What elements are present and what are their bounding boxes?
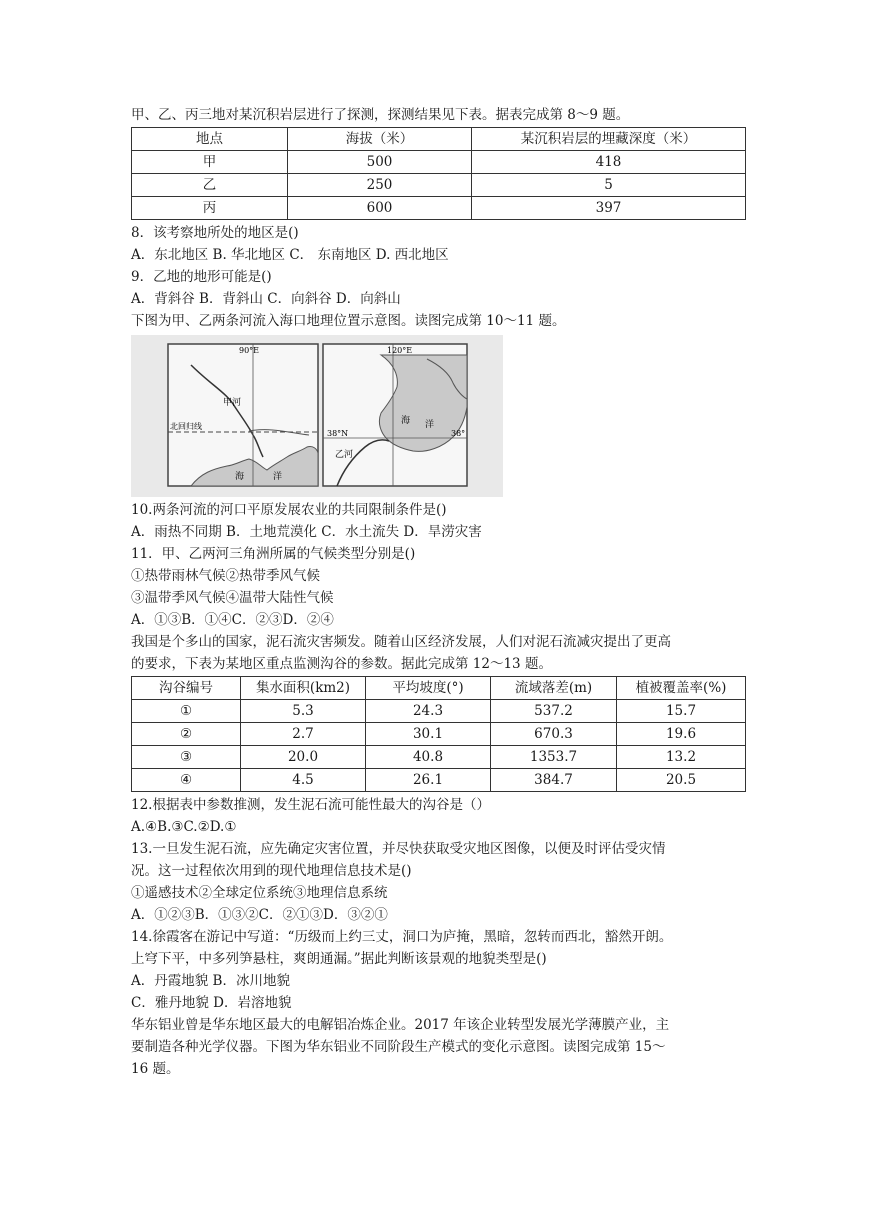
table-cell: ② [132,723,241,746]
table-cell: 537.2 [491,700,617,723]
table-cell: ① [132,700,241,723]
question-9-options: A．背斜谷 B．背斜山 C．向斜谷 D．向斜山 [131,291,401,307]
table-row [132,769,746,792]
table-header-cell: 海拔（米） [288,128,472,151]
question-13-options: A．①②③B．①③②C．②①③D．③②① [131,907,388,923]
table-header-cell: 地点 [132,128,288,151]
table-cell: ③ [132,746,241,769]
map-lon-label-left: 90°E [239,346,260,355]
table-cell: 15.7 [617,700,746,723]
right-map-panel [323,344,467,486]
question-8-options: A．东北地区 B. 华北地区 C． 东南地区 D. 西北地区 [131,247,449,263]
table-cell: 384.7 [491,769,617,792]
table-header-cell: 流域落差(m) [491,677,617,700]
table-row [132,151,746,174]
question-9-stem: 9．乙地的地形可能是() [131,269,272,285]
intro-q12-13-line1: 我国是个多山的国家，泥石流灾害频发。随着山区经济发展，人们对泥石流减灾提出了更高 [131,634,671,650]
table-row [132,700,746,723]
table-cell: 24.3 [366,700,491,723]
table-cell: 13.2 [617,746,746,769]
table-cell: 20.0 [241,746,366,769]
question-11-options: A．①③B．①④C．②③D．②④ [131,612,334,628]
intro-q15-16-line1: 华东铝业曾是华东地区最大的电解铝冶炼企业。2017 年该企业转型发展光学薄膜产业，主 [131,1017,670,1033]
table-header-cell: 植被覆盖率(%) [617,677,746,700]
table-cell: 26.1 [366,769,491,792]
exam-content [131,104,746,1080]
question-10-options: A．雨热不同期 B．土地荒漠化 C．水土流失 D．旱涝灾害 [131,524,482,540]
map-sea-label-left-1: 海 [235,472,245,482]
question-10-stem: 10.两条河流的河口平原发展农业的共同限制条件是() [131,502,447,518]
map-river-yi-label: 乙河 [335,450,354,460]
table-cell: 670.3 [491,723,617,746]
intro-q15-16-line2: 要制造各种光学仪器。下图为华东铝业不同阶段生产模式的变化示意图。读图完成第 15～ [131,1039,666,1055]
table-row [132,746,746,769]
table-cell: 5.3 [241,700,366,723]
river-mouth-map-figure [131,335,503,497]
intro-q15-16-line3: 16 题。 [131,1061,180,1077]
question-12-options: A.④B.③C.②D.① [131,819,237,835]
table-cell: 30.1 [366,723,491,746]
table-cell: 乙 [132,174,288,197]
table-cell: 5 [472,174,746,197]
map-lat-label-right: 38°N [327,429,349,438]
table-cell: 丙 [132,197,288,220]
map-sea-label-right-2: 洋 [425,420,435,430]
table-row [132,197,746,220]
question-13-items: ①遥感技术②全球定位系统③地理信息系统 [131,885,388,901]
table-header-row [132,677,746,700]
question-11-stem: 11．甲、乙两河三角洲所属的气候类型分别是() [131,546,416,562]
table-header-cell: 平均坡度(°) [366,677,491,700]
question-8-stem: 8．该考察地所处的地区是() [131,225,299,241]
map-sea-label-left-2: 洋 [273,472,283,482]
question-14-stem-line1: 14.徐霞客在游记中写道：“历级而上约三丈，洞口为庐掩，黑暗，忽转而西北，豁然开朗。 [131,929,673,945]
table-cell: 600 [288,197,472,220]
intro-q12-13-line2: 的要求，下表为某地区重点监测沟谷的参数。据此完成第 12～13 题。 [131,656,552,672]
river-mouth-map [131,335,503,497]
question-14-stem-line2: 上穹下平，中多列笋悬柱，爽朗通漏。”据此判断该景观的地貌类型是() [131,951,547,967]
rock-layer-table [131,127,746,220]
table-cell: 40.8 [366,746,491,769]
table-cell: 418 [472,151,746,174]
table-cell: 2.7 [241,723,366,746]
intro-q8-9: 甲、乙、丙三地对某沉积岩层进行了探测，探测结果见下表。据表完成第 8～9 题。 [131,107,630,123]
valley-parameter-table [131,676,746,792]
map-river-jia-label: 甲河 [223,398,242,408]
question-13-stem-line2: 况。这一过程依次用到的现代地理信息技术是() [131,863,412,879]
question-12-stem: 12.根据表中参数推测，发生泥石流可能性最大的沟谷是（） [131,797,490,813]
table-header-cell: 沟谷编号 [132,677,241,700]
question-14-options-2: C．雅丹地貌 D．岩溶地貌 [131,995,292,1011]
map-lat-label-right-edge: 38° [451,429,466,438]
table-header-row [132,128,746,151]
question-11-item-2: ③温带季风气候④温带大陆性气候 [131,590,334,606]
table-row [132,723,746,746]
question-14-options-1: A．丹霞地貌 B．冰川地貌 [131,973,290,989]
map-lon-label-right: 120°E [387,346,413,355]
map-sea-label-right-1: 海 [401,416,411,426]
table-cell: ④ [132,769,241,792]
table-cell: 4.5 [241,769,366,792]
table-cell: 20.5 [617,769,746,792]
table-row [132,174,746,197]
table-cell: 1353.7 [491,746,617,769]
table-header-cell: 集水面积(km2) [241,677,366,700]
table-cell: 甲 [132,151,288,174]
left-map-panel [168,344,318,486]
map-tropic-label: 北回归线 [170,422,202,431]
intro-q10-11: 下图为甲、乙两条河流入海口地理位置示意图。读图完成第 10～11 题。 [131,313,566,329]
table-cell: 397 [472,197,746,220]
table-header-cell: 某沉积岩层的埋藏深度（米） [472,128,746,151]
question-13-stem-line1: 13.一旦发生泥石流，应先确定灾害位置，并尽快获取受灾地区图像，以便及时评估受灾情 [131,841,666,857]
table-cell: 250 [288,174,472,197]
question-11-item-1: ①热带雨林气候②热带季风气候 [131,568,320,584]
table-cell: 19.6 [617,723,746,746]
table-cell: 500 [288,151,472,174]
